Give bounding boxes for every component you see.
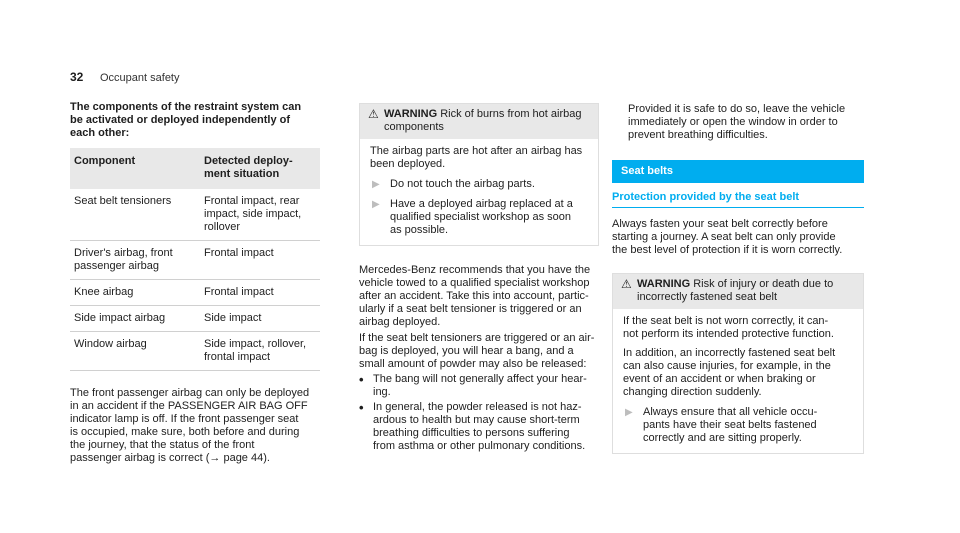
bullet-dot-icon: •: [359, 372, 364, 387]
table-row: [70, 241, 320, 280]
components-table: [70, 148, 320, 371]
cell-component: Window airbag: [70, 332, 200, 371]
seat-belt-paragraph: Always fasten your seat belt correctly before starting a journey. A seat belt can only provide the best level of protection if it is worn correctly.: [612, 218, 843, 256]
arrow-right-icon: ▶: [625, 407, 633, 418]
section-title-seat-belts: Seat belts: [612, 160, 864, 183]
list-item: • In general, the powder released is not haz- ardous to health but may cause short-term breathing difficulties to persons suffering from asthma or other pulmonary conditions.: [359, 400, 586, 452]
continued-paragraph: Provided it is safe to do so, leave the vehicle immediately or open the window in order to prevent breathing difficulties.: [628, 103, 846, 141]
column-1: [70, 101, 320, 465]
cell-component: Driver's airbag, front passenger airbag: [70, 241, 200, 280]
header-detected-line: ment situation: [204, 168, 280, 180]
intro-heading: [70, 101, 320, 140]
page-number: 32: [70, 70, 84, 84]
warning-box-burns: [359, 103, 599, 246]
cell-situation: Frontal impact: [200, 280, 320, 306]
warning-triangle-icon: ⚠: [368, 107, 379, 121]
arrow-right-icon: ▶: [372, 179, 380, 190]
warning-header: [360, 104, 598, 139]
header-component: Component: [70, 148, 200, 189]
warning-body: The airbag parts are hot after an airbag has been deployed. ▶ Do not touch the airbag parts. ▶ Have a deployed airbag replaced at a qualified specialist workshop as soon as possible.: [360, 139, 598, 245]
cell-component: Knee airbag: [70, 280, 200, 306]
table-row: [70, 332, 320, 371]
column-2: [359, 103, 599, 455]
intro-line: The components of the restraint system can: [70, 101, 302, 113]
warning-header: [613, 274, 863, 309]
intro-line: each other:: [70, 127, 130, 139]
bullet-list: [359, 373, 599, 453]
airbag-indicator-paragraph: The front passenger airbag can only be deployed in an accident if the PASSENGER AIR BAG OFF indicator lamp is off. If the front passenger seat is occupied, make sure, both before and during the journey, that the status of the front passenger airbag is correct (→ page 44).: [70, 387, 310, 464]
warning-step: ▶ Always ensure that all vehicle occu- pants have their seat belts fastened correctly and are sitting properly.: [625, 406, 818, 444]
section-name: Occupant safety: [100, 72, 180, 84]
warning-box-seat-belt: [612, 273, 864, 454]
table-row: [70, 189, 320, 241]
column-3: [612, 103, 864, 454]
list-item: • The bang will not generally affect your hear- ing.: [359, 372, 587, 398]
arrow-right-icon: ▶: [372, 199, 380, 210]
cell-component: Seat belt tensioners: [70, 189, 200, 241]
table-header-row: [70, 148, 320, 189]
table-row: [70, 306, 320, 332]
warning-title: WARNING Risk of injury or death due to incorrectly fastened seat belt: [637, 278, 834, 303]
warning-title: WARNING Rick of burns from hot airbag components: [384, 108, 582, 133]
cell-situation: Frontal impact, rear impact, side impact, rollover: [200, 189, 320, 241]
powder-paragraph: If the seat belt tensioners are triggered or an air- bag is deployed, you will hear a bang, and a small amount of powder may also be released:: [359, 332, 595, 370]
cell-situation: Side impact: [200, 306, 320, 332]
cell-situation: Side impact, rollover, frontal impact: [200, 332, 320, 371]
bullet-dot-icon: •: [359, 400, 364, 415]
warning-triangle-icon: ⚠: [621, 277, 632, 291]
cell-component: Side impact airbag: [70, 306, 200, 332]
cell-situation: Frontal impact: [200, 241, 320, 280]
intro-line: be activated or deployed independently of: [70, 114, 291, 126]
warning-step: ▶ Have a deployed airbag replaced at a qualified specialist workshop as soon as possible.: [372, 198, 573, 236]
warning-step: ▶ Do not touch the airbag parts.: [372, 178, 535, 190]
header-detected-line: Detected deploy-: [204, 155, 293, 167]
header-detected: [200, 148, 320, 189]
towing-paragraph: Mercedes-Benz recommends that you have the vehicle towed to a qualified specialist workshop after an accident. Take this into account, partic- ularly if a seat belt tensioner is triggered or an airbag deployed.: [359, 264, 591, 328]
warning-body: If the seat belt is not worn correctly, it can- not perform its intended protective function. In addition, an incorrectly fastened seat belt can also cause injuries, for example, in the event of an accident or when braking or changing direction suddenly. ▶ Always ensure that all vehicle occu- pants have their seat belts fastened correctly and are sitting properly.: [613, 309, 863, 453]
subheading-protection: Protection provided by the seat belt: [612, 191, 864, 208]
table-row: [70, 280, 320, 306]
